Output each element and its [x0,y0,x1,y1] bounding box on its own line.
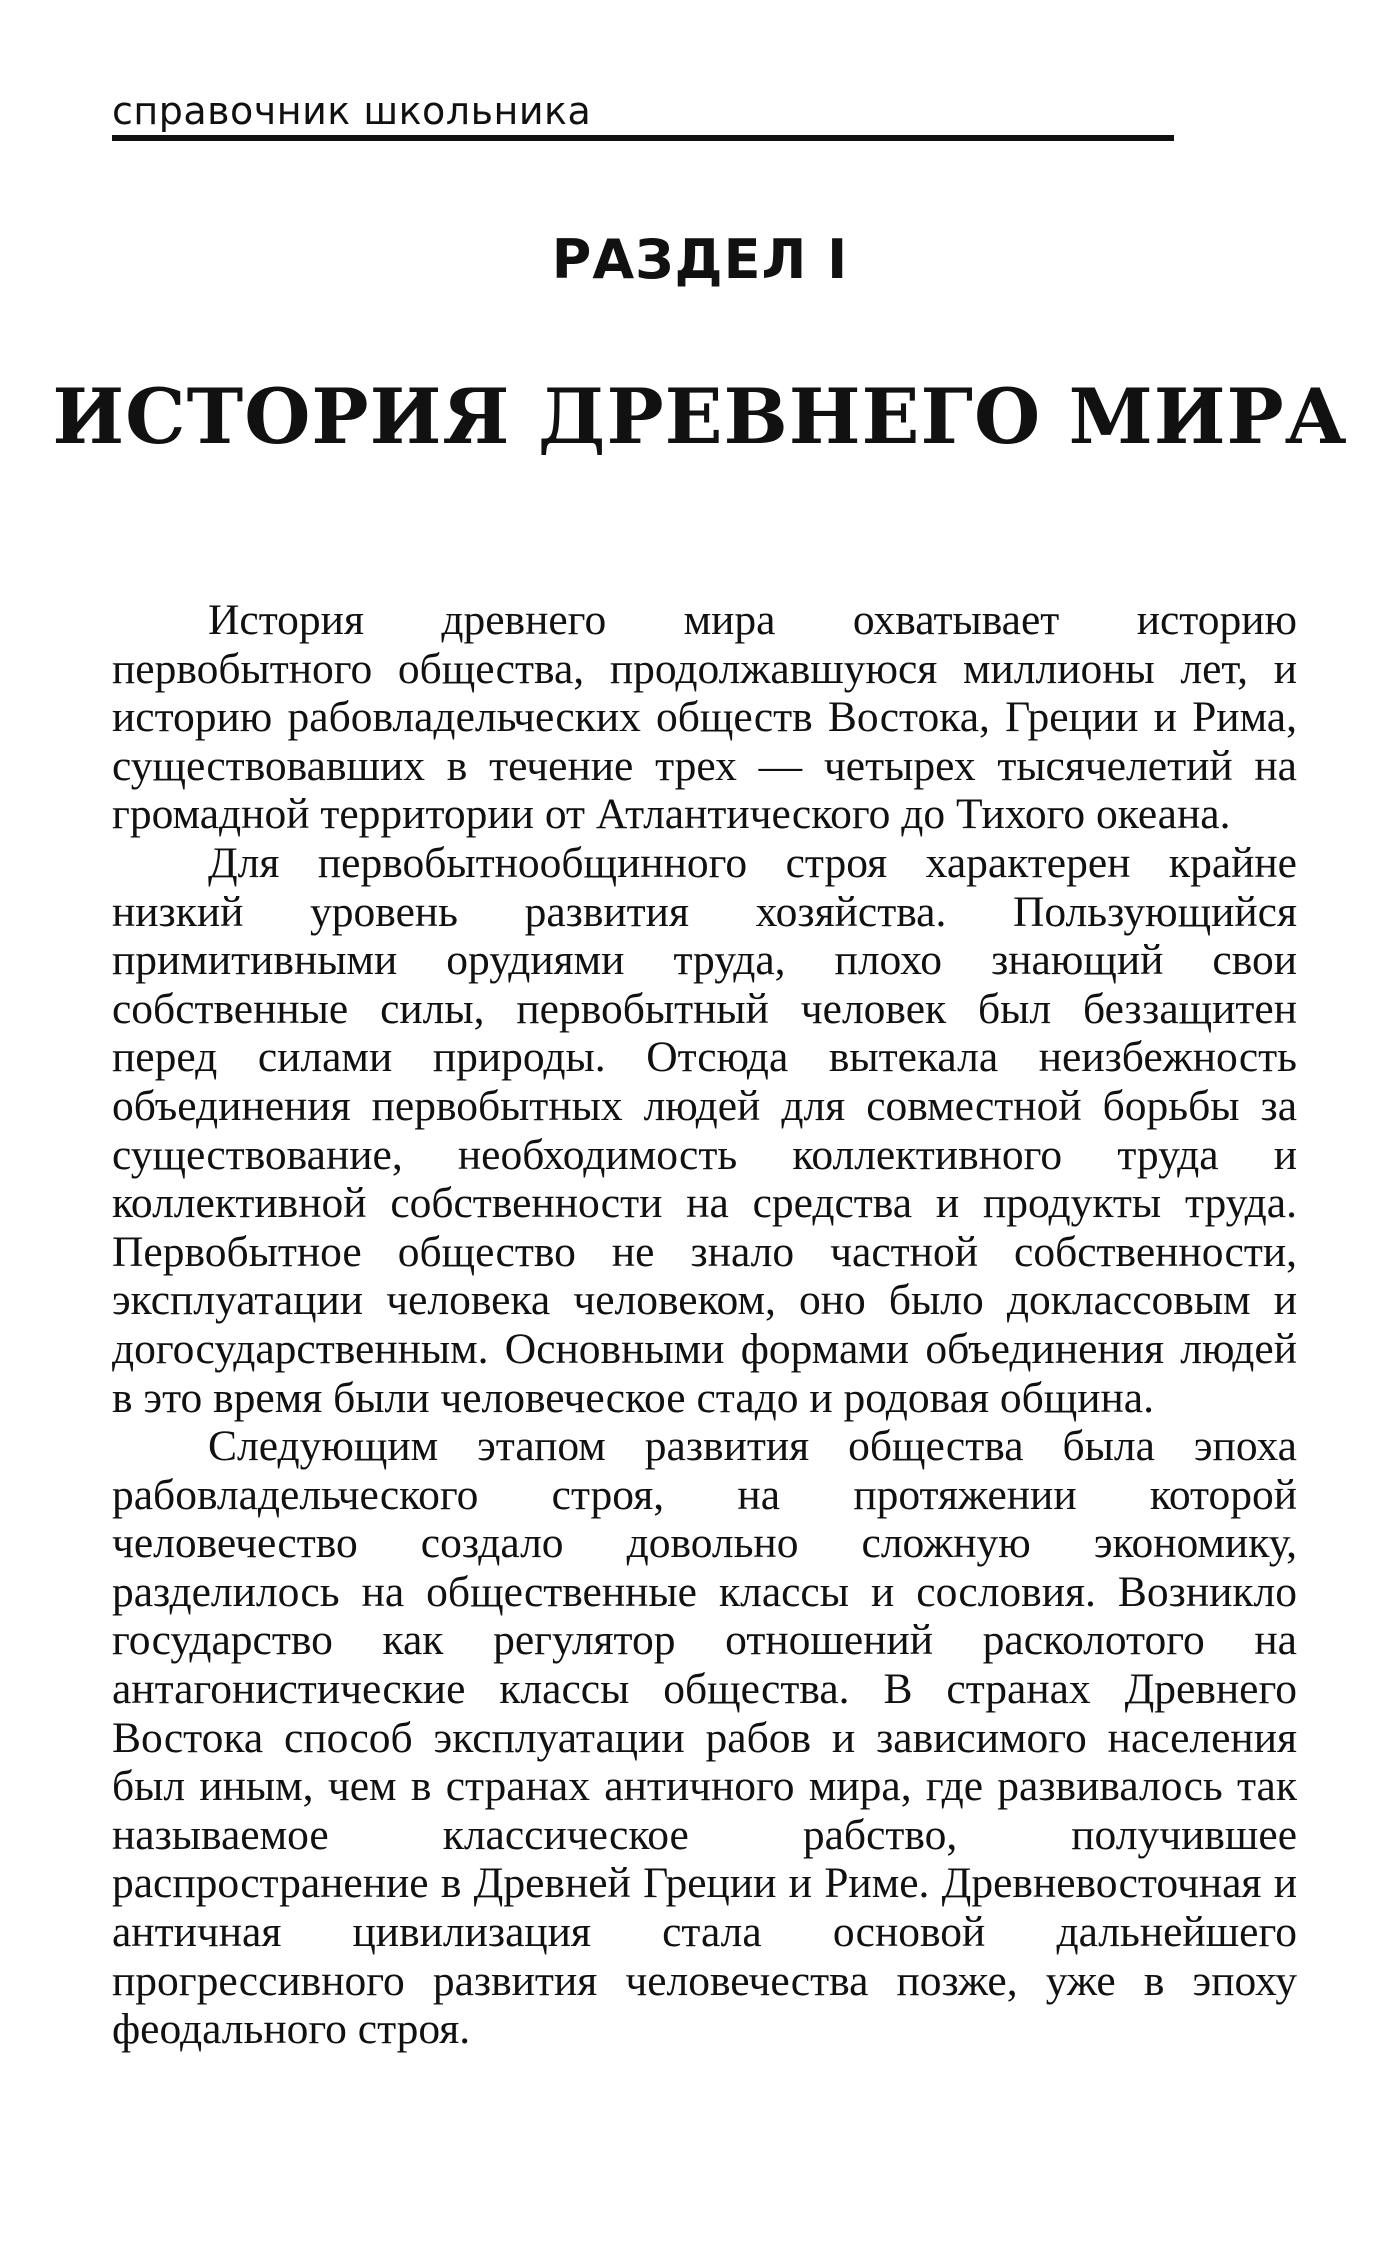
header-rule [112,135,1174,141]
paragraph-1: История древнего мира охватывает историю первобытного общества, продолжавшуюся миллионы лет, и историю рабовладельческих обществ Востока, Греции и Рима, существовавших в течение трех — четырех тысячелетий на громадной территории от Атлантического до Тихого океана. [112,596,1297,839]
chapter-title: ИСТОРИЯ ДРЕВНЕГО МИРА [52,372,1348,461]
paragraph-2: Для первобытнообщинного строя характерен крайне низкий уровень развития хозяйства. Пользующийся примитивными орудиями труда, плохо знающий свои собственные силы, первобытный человек был беззащитен перед силами природы. Отсюда вытекала неизбежность объединения первобытных людей для совместной борьбы за существование, необходимость коллективного труда и коллективной собственности на средства и продукты труда. Первобытное общество не знало частной собственности, эксплуатации человека человеком, оно было доклассовым и догосударственным. Основными формами объединения людей в это время были человеческое стадо и родовая община. [112,838,1297,1422]
running-header-title: справочник школьника [112,89,592,133]
body-text [112,596,1297,2054]
paragraph-3: Следующим этапом развития общества была эпоха рабовладельческого строя, на протяжении которой человечество создало довольно сложную экономику, разделилось на общественные классы и сословия. Возникло государство как регулятор отношений расколотого на антагонистические классы общества. В странах Древнего Востока способ эксплуатации рабов и зависимого населения был иным, чем в странах античного мира, где развивалось так называемое классическое рабство, получившее распространение в Древней Греции и Риме. Древневосточная и античная цивилизация стала основой дальнейшего прогрессивного развития человечества позже, уже в эпоху феодального строя. [112,1422,1297,2054]
section-label: РАЗДЕЛ I [551,228,849,291]
